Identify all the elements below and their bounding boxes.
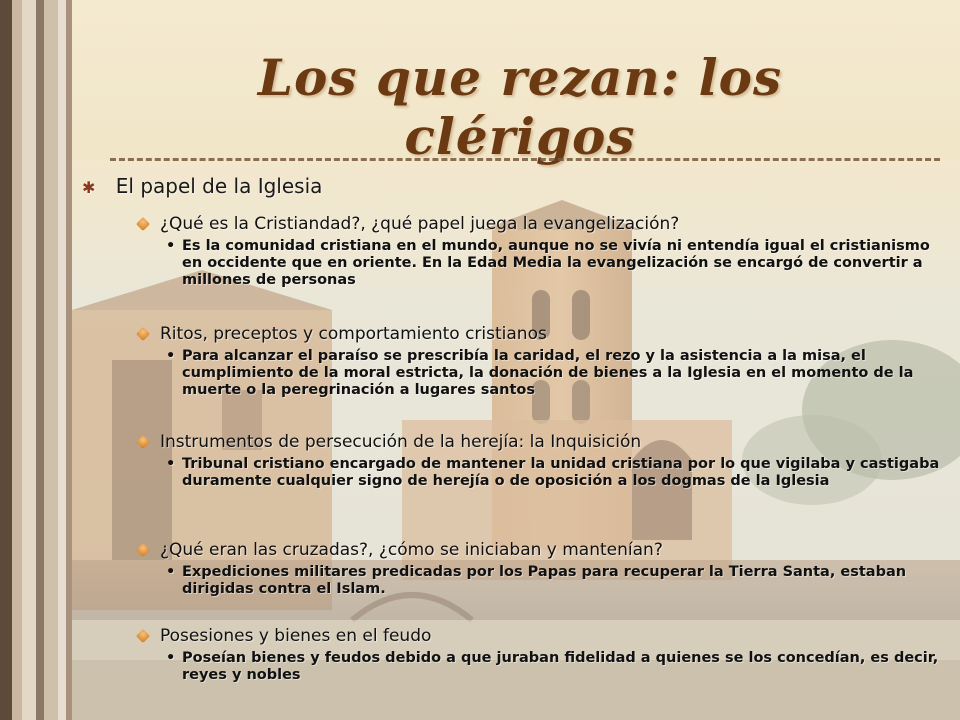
list-item [138, 626, 948, 684]
list-item [138, 432, 948, 490]
item-detail [138, 238, 948, 289]
list-item [138, 324, 948, 399]
dot-bullet-icon: • [166, 456, 176, 472]
diamond-bullet-icon [136, 217, 150, 231]
item-heading [138, 540, 948, 560]
dot-bullet-icon: • [166, 348, 176, 364]
item-detail [138, 650, 948, 684]
diamond-bullet-icon [136, 327, 150, 341]
item-heading-text: ¿Qué eran las cruzadas?, ¿cómo se iniciaban y mantenían? [160, 540, 663, 560]
item-detail [138, 348, 948, 399]
diamond-bullet-icon [136, 543, 150, 557]
item-detail-text: Poseían bienes y feudos debido a que juraban fidelidad a quienes se los concedían, es decir, reyes y nobles [182, 650, 939, 683]
item-heading [138, 324, 948, 344]
item-heading-text: ¿Qué es la Cristiandad?, ¿qué papel juega la evangelización? [160, 214, 680, 234]
item-detail-text: Para alcanzar el paraíso se prescribía la caridad, el rezo y la asistencia a la misa, el cumplimiento de la moral estricta, la donación de bienes a la Iglesia en el momento de la muerte o la peregrinación a lugares santos [182, 348, 914, 398]
item-detail-text: Expediciones militares predicadas por los Papas para recuperar la Tierra Santa, estaban dirigidas contra el Islam. [182, 564, 907, 597]
main-point-label: El papel de la Iglesia [115, 174, 323, 198]
item-heading [138, 214, 948, 234]
item-heading-text: Ritos, preceptos y comportamiento cristianos [160, 324, 547, 344]
star-bullet-icon: ✱ [82, 178, 96, 197]
left-stripe-border [0, 0, 72, 720]
main-point [82, 174, 322, 198]
dot-bullet-icon: • [166, 238, 176, 254]
item-detail [138, 456, 948, 490]
dashed-divider [110, 158, 940, 165]
diamond-bullet-icon [136, 629, 150, 643]
dot-bullet-icon: • [166, 564, 176, 580]
item-detail-text: Es la comunidad cristiana en el mundo, aunque no se vivía ni entendía igual el cristianismo en occidente que en oriente. En la Edad Media la evangelización se encargó de convertir a millones de personas [182, 238, 930, 288]
list-item [138, 540, 948, 598]
item-heading [138, 626, 948, 646]
item-detail-text: Tribunal cristiano encargado de mantener la unidad cristiana por lo que vigilaba y castigaba duramente cualquier signo de herejía o de oposición a los dogmas de la Iglesia [182, 456, 940, 489]
item-detail [138, 564, 948, 598]
item-heading [138, 432, 948, 452]
item-heading-text: Posesiones y bienes en el feudo [160, 626, 432, 646]
list-item [138, 214, 948, 289]
item-heading-text: Instrumentos de persecución de la herejía: la Inquisición [160, 432, 642, 452]
diamond-bullet-icon [136, 435, 150, 449]
slide-title: Los que rezan: los clérigos [257, 48, 783, 166]
dot-bullet-icon: • [166, 650, 176, 666]
